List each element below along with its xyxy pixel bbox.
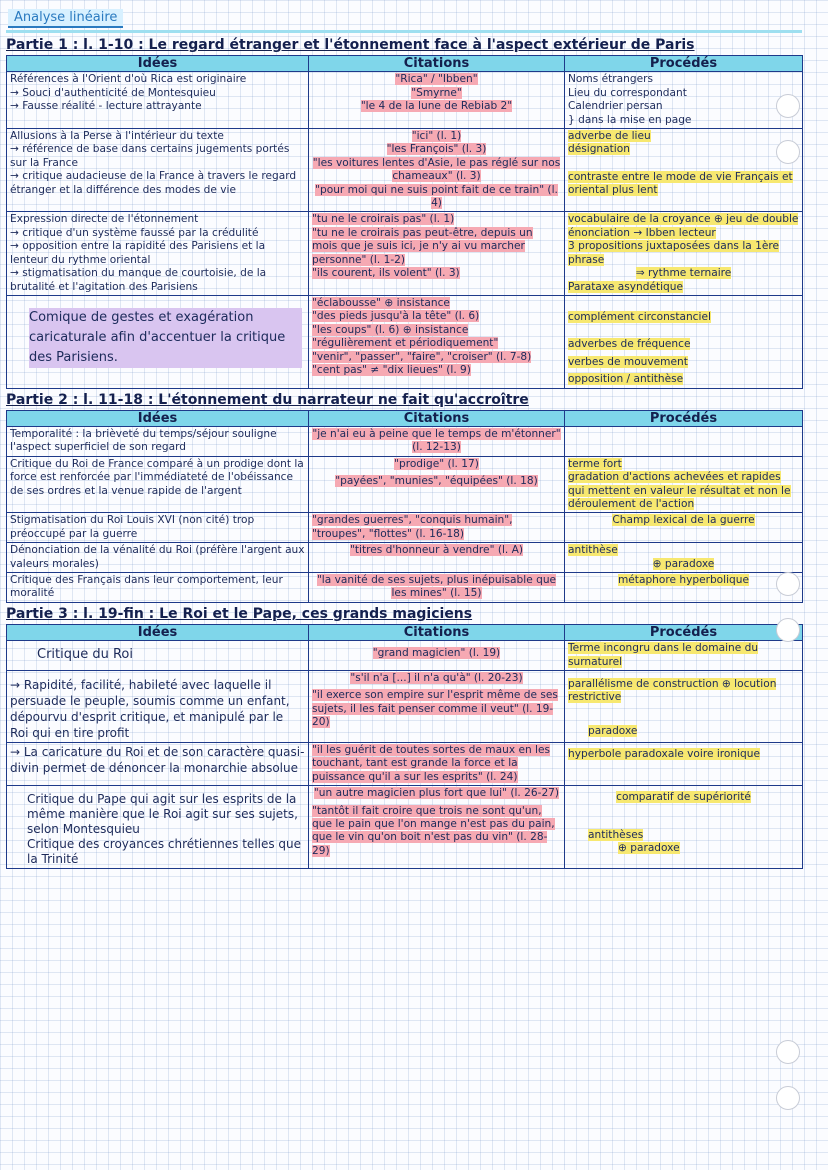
- quote: "il exerce son empire sur l'esprit même de ses sujets, il les fait penser comme il veut" (l. 19-20): [312, 689, 558, 729]
- device: vocabulaire de la croyance ⊕ jeu de double énonciation → Ibben lecteur: [568, 213, 799, 239]
- device: 3 propositions juxtaposées dans la 1ère phrase: [568, 240, 780, 266]
- device: adverbe de lieu: [568, 130, 651, 143]
- idea-line: Allusions à la Perse à l'intérieur du texte: [10, 130, 224, 143]
- quotes-cell: [309, 129, 565, 212]
- quote: "des pieds jusqu'à la tête" (l. 6): [312, 310, 480, 323]
- device: antithèses: [588, 828, 644, 841]
- quote: "prodige" (l. 17): [394, 457, 479, 470]
- device: verbes de mouvement: [568, 355, 688, 368]
- quote: "tu ne le croirais pas peut-être, depuis un mois que je suis ici, je n'y ai vu marcher personne" (l. 1-2): [312, 226, 533, 266]
- header-quotes: Citations: [309, 56, 565, 72]
- idea-line: → Souci d'authenticité de Montesquieu: [10, 86, 216, 99]
- part2-header-row: [7, 410, 803, 426]
- devices-cell: [565, 641, 803, 671]
- quote: "Smyrne": [411, 86, 462, 99]
- device: hyperbole paradoxale voire ironique: [568, 748, 761, 761]
- quote: "s'il n'a [...] il n'a qu'à" (l. 20-23): [350, 672, 523, 685]
- quotes-cell: [309, 426, 565, 456]
- binder-hole: [776, 618, 800, 642]
- table-row: [7, 671, 803, 743]
- idea-line: Critique des Français dans leur comportement, leur moralité: [10, 574, 283, 600]
- table-row: [7, 212, 803, 295]
- devices-cell: [565, 671, 803, 743]
- table-row: [7, 513, 803, 543]
- idea-line: → Rapidité, facilité, habileté avec laquelle il persuade le peuple, soumis comme un enfant, dépourvu d'esprit critique, et manipulé par le Roi qui en tire profit: [10, 678, 290, 741]
- quote: "venir", "passer", "faire", "croiser" (l. 7-8): [312, 350, 532, 363]
- header-quotes: Citations: [309, 624, 565, 640]
- idea-line: Comique de gestes et exagération caricaturale afin d'accentuer la critique des Parisiens.: [29, 308, 302, 368]
- device: paradoxe: [588, 724, 638, 737]
- quote: "un autre magicien plus fort que lui" (l. 26-27): [313, 787, 560, 800]
- table-row: [7, 456, 803, 513]
- ideas-cell: [7, 456, 309, 513]
- ideas-cell: [7, 72, 309, 129]
- device: désignation: [568, 143, 630, 156]
- quote: "titres d'honneur à vendre" (l. A): [349, 544, 524, 557]
- quotes-cell: [309, 295, 565, 388]
- quotes-cell: [309, 456, 565, 513]
- device: Parataxe asyndétique: [568, 280, 684, 293]
- devices-cell: [565, 72, 803, 129]
- devices-cell: [565, 129, 803, 212]
- page-title: Analyse linéaire: [8, 9, 123, 28]
- quote: "le 4 de la lune de Rebiab 2": [360, 100, 513, 113]
- quote: "payées", "munies", "équipées" (l. 18): [335, 475, 538, 488]
- table-row: [7, 573, 803, 603]
- quotes-cell: [309, 786, 565, 869]
- device: opposition / antithèse: [568, 373, 684, 386]
- table-row: [7, 543, 803, 573]
- table-row: [7, 641, 803, 671]
- ideas-cell: [7, 129, 309, 212]
- part1-heading: Partie 1 : l. 1-10 : Le regard étranger et l'étonnement face à l'aspect extérieur de Paris: [6, 37, 695, 53]
- idea-line: → La caricature du Roi et de son caractère quasi-divin permet de dénoncer la monarchie absolue: [10, 745, 305, 776]
- devices-cell: [565, 543, 803, 573]
- quotes-cell: [309, 212, 565, 295]
- header-devices: Procédés: [565, 410, 803, 426]
- ideas-cell: [7, 786, 309, 869]
- binder-hole: [776, 140, 800, 164]
- idea-line: Stigmatisation du Roi Louis XVI (non cité) trop préoccupé par la guerre: [10, 514, 255, 540]
- quote: "les François" (l. 3): [386, 143, 487, 156]
- part1-table: [6, 55, 803, 389]
- quote: "éclabousse" ⊕ insistance: [312, 296, 450, 309]
- binder-hole: [776, 572, 800, 596]
- devices-cell: [565, 426, 803, 456]
- device: terme fort: [568, 457, 622, 470]
- devices-cell: [565, 456, 803, 513]
- table-row: [7, 786, 803, 869]
- idea-line: Dénonciation de la vénalité du Roi (préfère l'argent aux valeurs morales): [10, 544, 305, 570]
- quotes-cell: [309, 573, 565, 603]
- ideas-cell: [7, 573, 309, 603]
- device: ⇒ rythme ternaire: [635, 267, 732, 280]
- table-row: [7, 72, 803, 129]
- device: Champ lexical de la guerre: [612, 514, 755, 527]
- idea-line: Critique du Roi de France comparé à un prodige dont la force est renforcée par l'immédiateté de l'obéissance de ses ordres et la venue rapide de l'argent: [10, 457, 304, 497]
- quotes-cell: [309, 543, 565, 573]
- ideas-cell: [7, 513, 309, 543]
- devices-cell: [565, 786, 803, 869]
- device: gradation d'actions achevées et rapides qui mettent en valeur le résultat et non le déroulement de l'action: [568, 471, 791, 510]
- idea-line: → critique d'un système faussé par la crédulité: [10, 226, 259, 239]
- header-ideas: Idées: [7, 410, 309, 426]
- header-quotes: Citations: [309, 410, 565, 426]
- device: métaphore hyperbolique: [617, 574, 750, 586]
- quote: "les voitures lentes d'Asie, le pas réglé sur nos chameaux" (l. 3): [312, 156, 561, 183]
- idea-line: → Fausse réalité - lecture attrayante: [10, 100, 202, 113]
- quote: "cent pas" ≠ "dix lieues" (l. 9): [312, 363, 471, 376]
- device: comparatif de supériorité: [616, 791, 751, 804]
- quote: "ici" (l. 1): [411, 130, 462, 143]
- device: parallélisme de construction ⊕ locution restrictive: [568, 678, 777, 704]
- idea-line: → stigmatisation du manque de courtoisie, de la brutalité et l'agitation des Parisiens: [10, 267, 267, 293]
- table-row: [7, 295, 803, 388]
- header-ideas: Idées: [7, 624, 309, 640]
- idea-line: Critique du Roi: [37, 647, 134, 663]
- part2-table: [6, 410, 803, 603]
- quote: "grandes guerres", "conquis humain", "troupes", "flottes" (l. 16-18): [312, 514, 513, 540]
- part3-header-row: [7, 624, 803, 640]
- idea-line: Références à l'Orient d'où Rica est originaire: [10, 73, 247, 86]
- device: complément circonstanciel: [568, 310, 711, 323]
- device: Calendrier persan: [568, 100, 663, 113]
- part3-heading: Partie 3 : l. 19-fin : Le Roi et le Pape, ces grands magiciens: [6, 605, 473, 622]
- ideas-cell: [7, 641, 309, 671]
- quote: "tantôt il fait croire que trois ne sont qu'un, que le pain que l'on mange n'est pas du pain, que le vin qu'on boit n'est pas du vin" (l. 28-29): [312, 804, 555, 857]
- device: ⊕ paradoxe: [652, 557, 715, 570]
- table-row: [7, 743, 803, 786]
- idea-line: Expression directe de l'étonnement: [10, 213, 199, 226]
- idea-line: Critique des croyances chrétiennes telles que la Trinité: [27, 837, 302, 867]
- quote: "grand magicien" (l. 19): [372, 647, 501, 660]
- header-devices: Procédés: [565, 624, 803, 640]
- devices-cell: [565, 513, 803, 543]
- ideas-cell: [7, 426, 309, 456]
- devices-cell: [565, 212, 803, 295]
- quote: "la vanité de ses sujets, plus inépuisable que les mines" (l. 15): [316, 574, 557, 600]
- part1-header-row: [7, 56, 803, 72]
- idea-line: Temporalité : la brièveté du temps/séjour souligne l'aspect superficiel de son regard: [10, 427, 277, 454]
- devices-cell: [565, 295, 803, 388]
- idea-line: Critique du Pape qui agit sur les esprits de la même manière que le Roi agit sur ses sujets, selon Montesquieu: [27, 792, 298, 837]
- binder-hole: [776, 1086, 800, 1110]
- quotes-cell: [309, 72, 565, 129]
- device: ⊕ paradoxe: [618, 842, 680, 855]
- quote: "il les guérit de toutes sortes de maux en les touchant, tant est grande la force et la puissance qu'il a sur les esprits" (l. 24): [312, 744, 551, 783]
- quote: "les coups" (l. 6) ⊕ insistance: [312, 323, 469, 336]
- device: adverbes de fréquence: [568, 338, 691, 351]
- quotes-cell: [309, 641, 565, 671]
- binder-hole: [776, 94, 800, 118]
- device: Terme incongru dans le domaine du surnaturel: [568, 642, 759, 668]
- header-devices: Procédés: [565, 56, 803, 72]
- quotes-cell: [309, 671, 565, 743]
- binder-hole: [776, 1040, 800, 1064]
- part3-table: [6, 624, 803, 869]
- ideas-cell: [7, 212, 309, 295]
- device: Noms étrangers: [568, 73, 653, 86]
- quote: "tu ne le croirais pas" (l. 1): [312, 213, 455, 226]
- quote: "pour moi qui ne suis point fait de ce train" (l. 4): [315, 183, 558, 210]
- table-row: [7, 426, 803, 456]
- page: [6, 6, 802, 869]
- title-underline: [6, 30, 802, 33]
- ideas-cell: [7, 743, 309, 786]
- quote: "régulièrement et périodiquement": [312, 337, 499, 350]
- quotes-cell: [309, 513, 565, 543]
- quote: "Rica" / "Ibben": [395, 73, 478, 86]
- quotes-cell: [309, 743, 565, 786]
- quote: "je n'ai eu à peine que le temps de m'étonner" (l. 12-13): [312, 427, 561, 454]
- header-ideas: Idées: [7, 56, 309, 72]
- table-row: [7, 129, 803, 212]
- part2-heading: Partie 2 : l. 11-18 : L'étonnement du narrateur ne fait qu'accroître: [6, 391, 529, 408]
- ideas-cell: [7, 543, 309, 573]
- idea-line: → référence de base dans certains jugements portés sur la France: [10, 143, 290, 169]
- devices-cell: [565, 743, 803, 786]
- ideas-cell: [7, 671, 309, 743]
- device: Lieu du correspondant: [568, 86, 687, 99]
- device: contraste entre le mode de vie Français et oriental plus lent: [568, 170, 793, 197]
- devices-cell: [565, 573, 803, 603]
- device: antithèse: [568, 544, 618, 557]
- device: } dans la mise en page: [568, 113, 692, 126]
- quote: "ils courent, ils volent" (l. 3): [312, 267, 460, 280]
- idea-line: → critique audacieuse de la France à travers le regard étranger et la différence des modes de vie: [10, 170, 297, 196]
- ideas-cell: [7, 295, 309, 388]
- idea-line: → opposition entre la rapidité des Parisiens et la lenteur du rythme oriental: [10, 240, 266, 266]
